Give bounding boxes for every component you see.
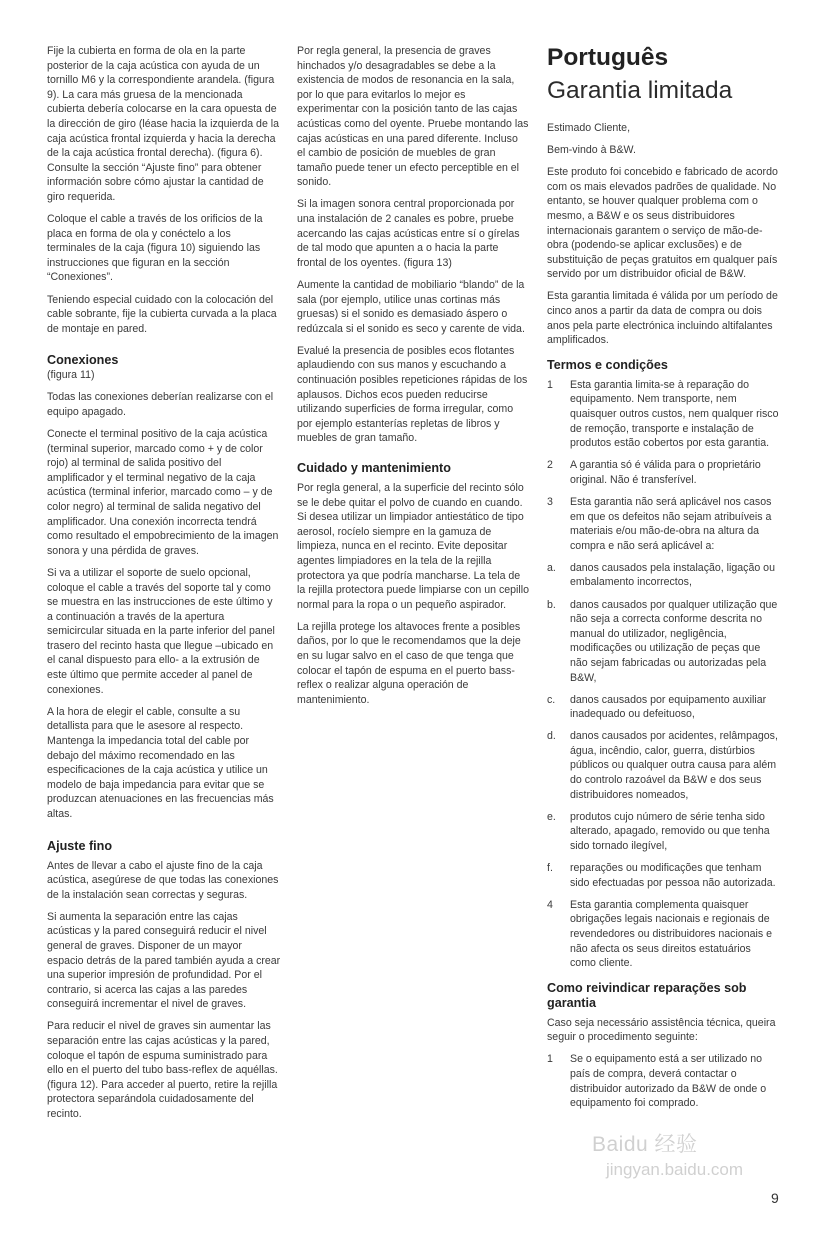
list-item bbox=[547, 495, 779, 553]
paragraph: Este produto foi concebido e fabricado de acordo com os mais elevados padrões de qualidade. No entanto, se houver qualquer problema com o mesmo, a B&W e os seus distribuidores internacionais garantem o serviço de mão-de-obra (podendo-se aplicar exclusões) e de substituição de peças gratuitos em qualquer país servido por um distribuidor oficial de B&W. bbox=[547, 166, 778, 281]
list-marker: 4 bbox=[547, 898, 553, 911]
list-marker: f. bbox=[547, 862, 553, 875]
list-item-text: reparações ou modificações que tenham sido efectuadas por pessoa não autorizada. bbox=[570, 862, 776, 889]
paragraph: Bem-vindo à B&W. bbox=[547, 144, 636, 157]
list-marker: d. bbox=[547, 730, 556, 743]
list-item-text: A garantia só é válida para o proprietário original. Não é transferível. bbox=[570, 459, 761, 486]
list-item-text: Esta garantia limita-se à reparação do equipamento. Nem transporte, nem quaisquer outros custos, nem qualquer risco de remoção, transporte e instalação de produtos estão cobertos por esta garantia. bbox=[570, 378, 779, 450]
list-item bbox=[547, 1052, 779, 1110]
section-heading-cuidado: Cuidado y mantenimiento bbox=[297, 460, 451, 475]
paragraph: Evalué la presencia de posibles ecos flotantes aplaudiendo con sus manos y escuchando a continuación posibles repeticiones rápidas de los aplausos. Dichos ecos pueden reducirse utilizando superficies de forma irregular, como por ejemplo estanterías repletas de libros y muebles de gran tamaño. bbox=[297, 344, 528, 445]
list-item bbox=[547, 598, 779, 686]
list-item-text: Esta garantia complementa quaisquer obrigações legais nacionais e regionais de revendedores ou distribuidores nacionais e não afecta os seus direitos estatuários como cliente. bbox=[570, 898, 772, 970]
section-heading-reivindicar: Como reivindicar reparações sob garantia bbox=[547, 980, 747, 1010]
section-heading-conexiones: Conexiones bbox=[47, 353, 119, 368]
section-heading-termos: Termos e condições bbox=[547, 357, 668, 372]
list-item bbox=[547, 729, 779, 802]
list-item-text: produtos cujo número de série tenha sido alterado, apagado, removido ou que tenha sido tornado ilegível, bbox=[570, 810, 770, 852]
watermark-url: jingyan.baidu.com bbox=[606, 1160, 744, 1179]
column-middle bbox=[297, 44, 529, 715]
list-marker: 1 bbox=[547, 1053, 553, 1066]
list-item-text: Esta garantia não será aplicável nos casos em que os defeitos não sejam atribuíveis a materiais e/ou mão-de-obra na altura da compra e não será aplicável a: bbox=[570, 495, 772, 552]
list-item bbox=[547, 898, 779, 971]
paragraph: Si aumenta la separación entre las cajas acústicas y la pared conseguirá reducir el nivel general de graves. Disponer de un mayor espacio detrás de la pared también ayuda a crear una superior impresión de profundidad. Por el contrario, si acerca las cajas a las paredes conseguirá incrementar el nivel de graves. bbox=[47, 910, 281, 1011]
list-item-text: Se o equipamento está a ser utilizado no país de compra, deverá contactar o distribuidor autorizado da B&W de onde o equipamento foi comprado. bbox=[570, 1053, 767, 1110]
paragraph: La rejilla protege los altavoces frente a posibles daños, por lo que le recomendamos que la deje en su lugar salvo en el caso de que tenga que colocar el tapón de espuma en el puerto bass-reflex o realizar alguna operación de mantenimiento. bbox=[297, 620, 521, 706]
list-marker: b. bbox=[547, 598, 556, 611]
list-marker: c. bbox=[547, 693, 556, 706]
list-marker: 1 bbox=[547, 378, 553, 391]
paragraph: Por regla general, a la superficie del recinto sólo se le debe quitar el polvo de cuando en cuando. Si desea utilizar un limpiador antiestático de tipo aerosol, rocíelo siempre en la gamuza de limpieza, nunca en el recinto. Evite depositar agentes limpiadores en la tela de la rejilla protectora ya que podría mancharse. La tela de la rejilla protectora puede limpiarse con un cepillo normal para la ropa o un pequeño aspirador. bbox=[297, 481, 530, 611]
list-item-text: danos causados pela instalação, ligação ou embalamento incorrectos, bbox=[570, 561, 775, 589]
watermark-logo: Baidu 经验 bbox=[592, 1133, 698, 1156]
list-item-text: danos causados por acidentes, relâmpagos, água, incêndio, calor, guerra, distúrbios públicos ou qualquer outra causa para além do controlo razoável da B&W e dos seus distribuidores nomeados, bbox=[570, 730, 778, 801]
section-heading-ajuste-fino: Ajuste fino bbox=[47, 838, 113, 853]
paragraph: Si la imagen sonora central proporcionada por una instalación de 2 canales es pobre, pruebe acercando las cajas acústicas entre sí o gírelas de tal modo que apunten a o hacia la parte frontal de los oyentes. (figura 13) bbox=[297, 198, 520, 269]
paragraph: Estimado Cliente, bbox=[547, 122, 631, 134]
paragraph: Esta garantia limitada é válida por um período de cinco anos a partir da data de compra ou dois anos pela parte electrónica incluindo altifalantes amplificados. bbox=[547, 290, 778, 347]
list-marker: e. bbox=[547, 810, 556, 823]
list-marker: 3 bbox=[547, 495, 553, 508]
paragraph: Todas las conexiones deberían realizarse con el equipo apagado. bbox=[47, 391, 274, 418]
paragraph: Aumente la cantidad de mobiliario “blando” de la sala (por ejemplo, utilice unas cortinas más gruesas) si el sonido es demasiado áspero o redúzcala si el sonido es seco y carente de vida. bbox=[297, 278, 525, 335]
list-item bbox=[547, 810, 779, 854]
paragraph: Antes de llevar a cabo el ajuste fino de la caja acústica, asegúrese de que todas las conexiones de la instalación sean correctas y seguras. bbox=[47, 859, 279, 901]
paragraph: Si va a utilizar el soporte de suelo opcional, coloque el cable a través del soporte tal y como se muestra en las instrucciones de este último y a continuación a través de la apertura semicircular situada en la parte inferior del panel trasero del recinto hasta que llegue –ubicado en el canal dispuesto para ello- a la extrusión de este último que permite acceder al panel de conexiones. bbox=[47, 566, 275, 696]
page-number: 9 bbox=[771, 1190, 779, 1206]
paragraph: Fije la cubierta en forma de ola en la parte posterior de la caja acústica con ayuda de un tornillo M6 y la correspondiente arandela. (figura 9). La cara más gruesa de la mencionada cubierta debería colocarse en la cara opuesta de la dirección de giro (léase hacia la izquierda de la caja acústica frontal izquierda y hacia la derecha de la caja acústica frontal derecha). (figura 6). Consulte la sección “Ajuste fino” para obtener información sobre cómo ajustar la cantidad de giro requerida. bbox=[47, 45, 280, 203]
paragraph: A la hora de elegir el cable, consulte a su detallista para que le asesore al respecto. Mantenga la impedancia total del cable por debajo del máximo recomendado en las especificaciones de la caja acústica y utilice un modelo de baja impedancia para evitar que se produzcan atenuaciones en las frecuencias más altas. bbox=[47, 705, 274, 820]
paragraph: Caso seja necessário assistência técnica, queira seguir o procedimento seguinte: bbox=[547, 1016, 776, 1044]
column-left bbox=[47, 44, 281, 1129]
list-marker: a. bbox=[547, 561, 556, 574]
list-item-text: danos causados por equipamento auxiliar inadequado ou defeituoso, bbox=[570, 693, 767, 721]
list-marker: 2 bbox=[547, 459, 553, 472]
paragraph: Conecte el terminal positivo de la caja acústica (terminal superior, marcado como + y de color rojo) al terminal de salida positivo del amplificador y el terminal negativo de la caja acústica (terminal inferior, marcado como – y de color negro) al terminal de salida negativo del amplificador. Una conexión incorrecta tendrá como resultado el empobrecimiento de la imagen sonora y una pérdida de graves. bbox=[47, 428, 279, 557]
language-title: Português bbox=[547, 44, 669, 71]
figure-reference: (figura 11) bbox=[47, 369, 95, 382]
paragraph: Teniendo especial cuidado con la colocación del cable sobrante, fije la cubierta curvada a la placa de montaje en pared. bbox=[47, 293, 277, 335]
paragraph: Para reducir el nivel de graves sin aumentar las separación entre las cajas acústicas y la pared, coloque el tapón de espuma suministrado para ello en el puerto del tubo bass-reflex de aquéllas. (figura 12). Para acceder al puerto, retire la rejilla protectora separándola cuidadosamente del recinto. bbox=[47, 1020, 278, 1120]
list-item bbox=[547, 561, 779, 590]
paragraph: Coloque el cable a través de los orificios de la placa en forma de ola y conéctelo a los terminales de la caja (figura 10) siguiendo las instrucciones que figuran en la sección “Conexiones”. bbox=[47, 213, 263, 284]
column-right bbox=[547, 44, 779, 1118]
list-item bbox=[547, 458, 779, 487]
page-title: Garantia limitada bbox=[547, 77, 733, 104]
list-item bbox=[547, 693, 779, 722]
list-item-text: danos causados por qualquer utilização que não seja a correcta conforme descrita no manual do utilizador, negligência, modificações ou utilização de peças que não sejam fabricadas ou autorizadas pela B&W, bbox=[570, 598, 778, 684]
list-item bbox=[547, 378, 779, 451]
list-item bbox=[547, 861, 779, 890]
paragraph: Por regla general, la presencia de graves hinchados y/o desagradables se debe a la existencia de modos de resonancia en la sala, por lo que para evitarlos lo mejor es experimentar con la posición tanto de las cajas acústicas como del oyente. Pruebe montando las cajas acústicas en una pared diferente. Incluso el cambio de posición de muebles de gran tamaño puede tener un efecto perceptible en el sonido. bbox=[297, 45, 529, 189]
